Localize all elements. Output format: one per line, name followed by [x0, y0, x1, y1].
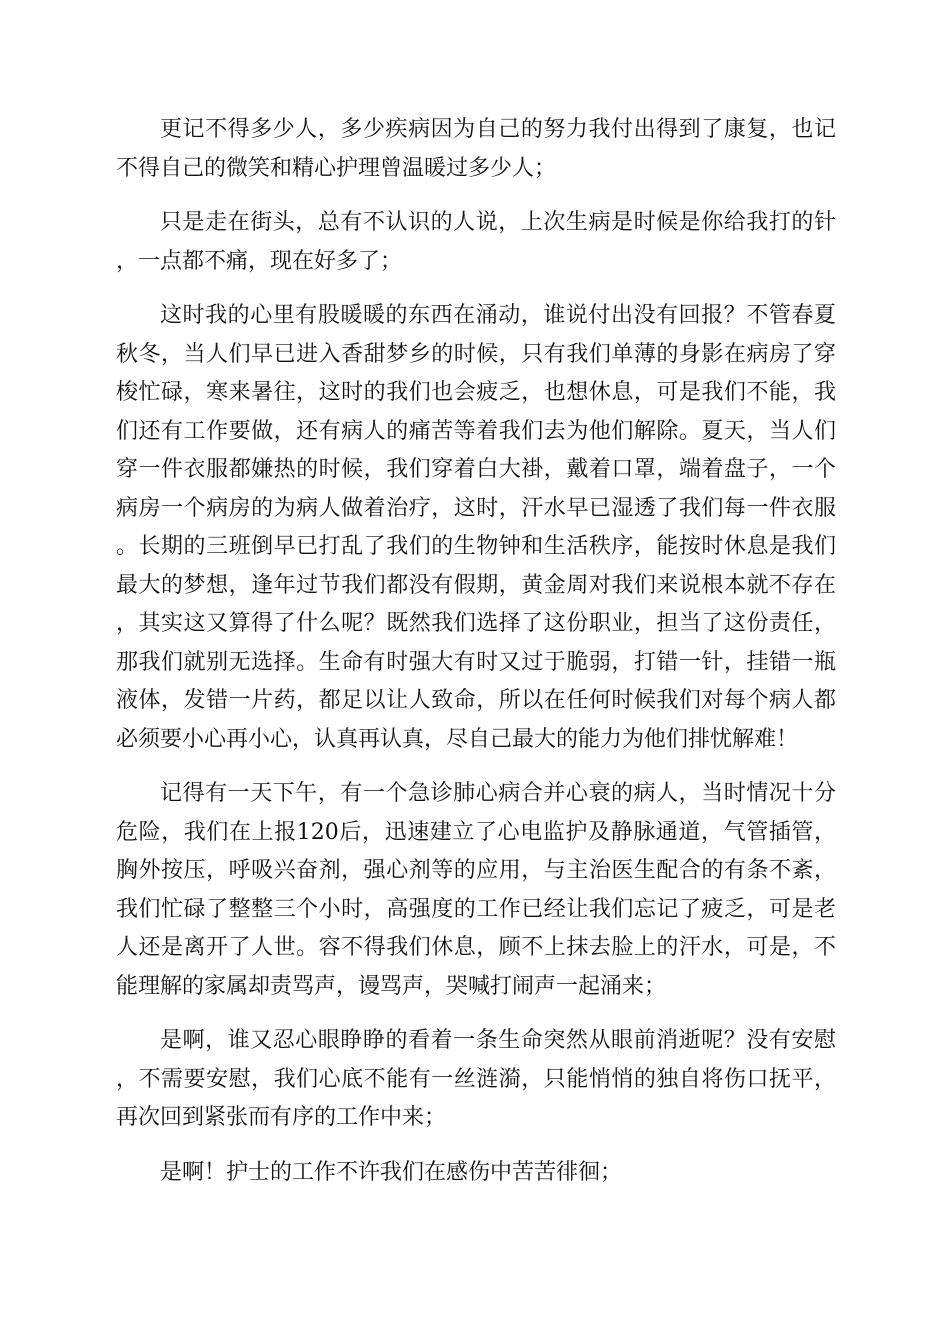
- paragraph-2: 只是走在街头，总有不认识的人说，上次生病是时候是你给我打的针，一点都不痛，现在好多了；: [116, 210, 836, 274]
- paragraph-4: 记得有一天下午，有一个急诊肺心病合并心衰的病人，当时情况十分危险，我们在上报120后，迅速建立了心电监护及静脉通道，气管插管，胸外按压，呼吸兴奋剂，强心剂等的应用，与主治医生配合的有条不紊，我们忙碌了整整三个小时，高强度的工作已经让我们忘记了疲乏，可是老人还是离开了人世。容不得我们休息，顾不上抹去脸上的汗水，可是，不能理解的家属却责骂声，谩骂声，哭喊打闹声一起涌来；: [116, 781, 836, 999]
- paragraph-3: 这时我的心里有股暖暖的东西在涌动，谁说付出没有回报？不管春夏秋冬，当人们早已进入香甜梦乡的时候，只有我们单薄的身影在病房了穿梭忙碌，寒来暑往，这时的我们也会疲乏，也想休息，可是我们不能，我们还有工作要做，还有病人的痛苦等着我们去为他们解除。夏天，当人们穿一件衣服都嫌热的时候，我们穿着白大褂，戴着口罩，端着盘子，一个病房一个病房的为病人做着治疗，这时，汗水早已湿透了我们每一件衣服。长期的三班倒早已打乱了我们的生物钟和生活秩序，能按时休息是我们最大的梦想，逢年过节我们都没有假期，黄金周对我们来说根本就不存在，其实这又算得了什么呢？既然我们选择了这份职业，担当了这份责任，那我们就别无选择。生命有时强大有时又过于脆弱，打错一针，挂错一瓶液体，发错一片药，都足以让人致命，所以在任何时候我们对每个病人都必须要小心再小心，认真再认真，尽自己最大的能力为他们排忧解难！: [116, 303, 836, 752]
- paragraph-5: 是啊，谁又忍心眼睁睁的看着一条生命突然从眼前消逝呢？没有安慰，不需要安慰，我们心底不能有一丝涟漪，只能悄悄的独自将伤口抚平，再次回到紧张而有序的工作中来；: [116, 1028, 836, 1130]
- paragraph-6: 是啊！护士的工作不许我们在感伤中苦苦徘徊；: [160, 1159, 623, 1185]
- paragraph-1: 更记不得多少人，多少疾病因为自己的努力我付出得到了康复，也记不得自己的微笑和精心护理曾温暖过多少人；: [116, 117, 836, 181]
- document-body: [116, 111, 836, 1208]
